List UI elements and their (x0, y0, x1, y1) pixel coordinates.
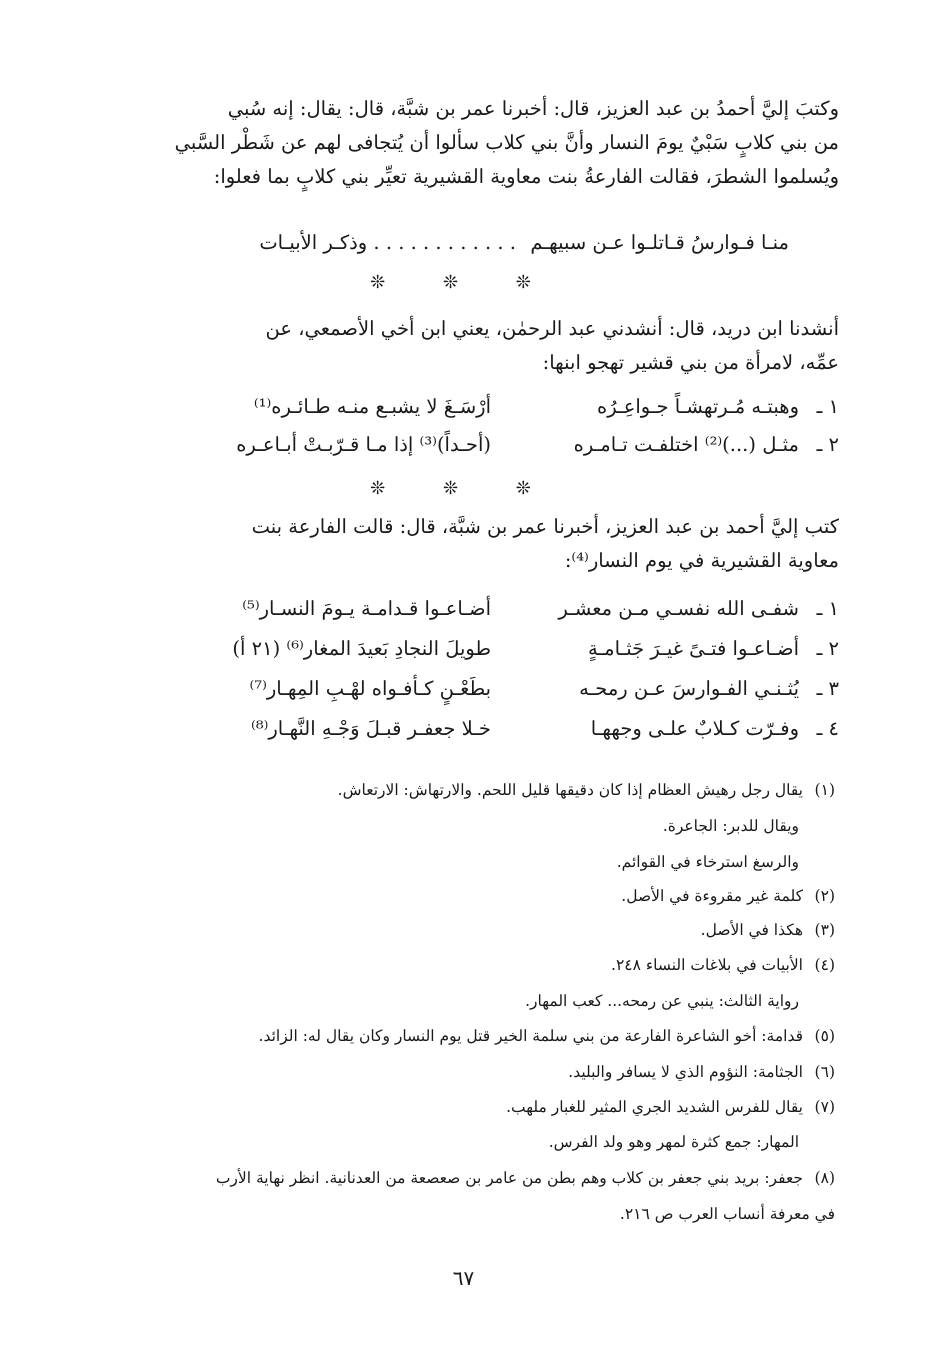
verse-line (86, 672, 839, 706)
verse-number: ٢ ـ (816, 433, 839, 456)
footnote-number: (٣) (814, 921, 835, 939)
verse-second-hemistich: أضـاعـوا قـدامـة يـومَ النسـار⁽⁵⁾ (242, 597, 491, 620)
verse-line (86, 428, 839, 462)
footnote (86, 953, 835, 977)
footnote-continuation (86, 814, 799, 838)
verse-line (86, 712, 839, 746)
text-line: معاوية القشيرية في يوم النسار⁽⁴⁾: (564, 549, 839, 572)
verse-first-hemistich: مثـل (...)⁽²⁾ اختلفـت تـامـره (573, 433, 799, 456)
text-line: كتب إليَّ أحمد بن عبد العزيز، أخبرنا عمر بن شبَّة، قال: قالت الفارعة بنت (251, 515, 839, 538)
footnote-text: جعفر: بريد بني جعفر بن كلاب وهم بطن من عامر بن صعصعة من العدنانية. انظر نهاية الأرب (215, 1169, 803, 1187)
verse-second-hemistich: خـلا جعفـر قبـلَ وَجْـهِ النَّهـار⁽⁸⁾ (250, 717, 491, 740)
text-line: أنشدنا ابن دريد، قال: أنشدني عبد الرحمٰن، يعني ابن أخي الأصمعي، عن (265, 317, 839, 340)
footnote (86, 1060, 835, 1084)
text-line: وكتبَ إليَّ أحمدُ بن عبد العزيز، قال: أخبرنا عمر بن شبَّة، قال: يقال: إنه سُبي (227, 97, 839, 120)
verse-number: ١ ـ (816, 395, 839, 418)
verse-first-hemistich: وهبتـه مُـرتهشـاً جـواعِـرُه (597, 395, 799, 418)
verse-second-hemistich: طويلَ النجادِ بَعيدَ المغار⁽⁶⁾ (٢١ أ) (232, 637, 491, 660)
footnote-text: يقال للفرس الشديد الجري المثير للغبار ملهب. (506, 1098, 803, 1116)
verse-first-hemistich: وفـرّت كـلابٌ علـى وجههـا (590, 717, 799, 740)
verse-second-hemistich: بطَعْـنٍ كـأفـواه لهْـبِ المِهـار⁽⁷⁾ (249, 677, 491, 700)
verse-number: ٤ ـ (816, 717, 839, 740)
footnote-text: الجثامة: النؤوم الذي لا يسافر والبليد. (568, 1063, 803, 1081)
paragraph-third (86, 510, 839, 578)
verse-number: ٢ ـ (816, 637, 839, 660)
verse-second-hemistich: أرْسَـغَ لا يشبـع منـه طـائـره⁽¹⁾ (253, 395, 491, 418)
verse-number: ٣ ـ (816, 677, 839, 700)
footnote-number: (٦) (814, 1063, 835, 1081)
footnote-continuation (86, 989, 799, 1013)
verse-first-hemistich: شفـى الله نفسـي مـن معشـر (558, 597, 799, 620)
footnote-text: كلمة غير مقروءة في الأصل. (621, 887, 803, 905)
footnote-text: الأبيات في بلاغات النساء ٢٤٨. (611, 956, 803, 974)
page-number: ٦٧ (452, 1266, 475, 1290)
footnote-continuation (86, 1130, 799, 1154)
footnote-text: هكذا في الأصل. (700, 921, 803, 939)
footnote (86, 884, 835, 908)
footnote-text: قدامة: أخو الشاعرة الفارعة من بني سلمة الخير قتل يوم النسار وكان يقال له: الزائد. (258, 1027, 803, 1045)
section-divider-stars: ❊ ❊ ❊ (370, 478, 557, 499)
footnote-number: (٧) (814, 1098, 835, 1116)
section-divider-stars: ❊ ❊ ❊ (370, 272, 557, 293)
footnote-number: (٨) (814, 1169, 835, 1187)
footnote (86, 918, 835, 942)
footnote (86, 1166, 835, 1190)
footnote-number: (٥) (814, 1027, 835, 1045)
footnote-text: المهار: جمع كثرة لمهر وهو ولد الفرس. (548, 1133, 799, 1151)
footnote-number: (٤) (814, 956, 835, 974)
verse-first-hemistich: يُثـنـي الفـوارسَ عـن رمحـه (579, 677, 799, 700)
footnote (86, 1095, 835, 1119)
verse-line (86, 592, 839, 626)
paragraph-second (86, 312, 839, 380)
footnote-continuation (86, 1202, 835, 1226)
verse-second-hemistich: (أحـداً)⁽³⁾ إذا مـا قـرّبـتْ أبـاعـره (236, 433, 491, 456)
text-line: عمِّه، لامرأة من بني قشير تهجو ابنها: (542, 351, 839, 374)
footnote (86, 1024, 835, 1048)
verse-line (86, 390, 839, 424)
verse-second-hemistich: . . . . . . . . . . . . وذكـر الأبيـات (259, 231, 516, 254)
verse-first-hemistich: أضـاعـوا فتـىً غيـرَ جَثـامـةٍ (588, 637, 799, 660)
footnote (86, 778, 835, 802)
verse-number: ١ ـ (816, 597, 839, 620)
footnote-number: (١) (814, 781, 835, 799)
footnote-text: في معرفة أنساب العرب ص ٢١٦. (619, 1205, 835, 1223)
paragraph-intro (86, 92, 839, 194)
footnote-text: ويقال للدبر: الجاعرة. (662, 817, 799, 835)
footnote-text: يقال رجل رهيش العظام إذا كان دقيقها قليل اللحم. والارتهاش: الارتعاش. (337, 781, 803, 799)
footnote-text: رواية الثالث: ينبي عن رمحه... كعب المهار. (525, 992, 799, 1010)
verse-line (86, 226, 839, 260)
text-line: ويُسلموا الشطرَ، فقالت الفارعةُ بنت معاوية القشيرية تعيِّر بني كلابٍ بما فعلوا: (213, 165, 839, 188)
verse-first-hemistich: منـا فـوارسُ قـاتلـوا عـن سبيهـم (530, 231, 789, 254)
footnote-continuation (86, 850, 799, 874)
text-line: من بني كلابٍ سَبْيٌ يومَ النسار وأنَّ بني كلاب سألوا أن يُتجافى لهم عن شَطْر السَّبي (174, 131, 839, 154)
footnote-number: (٢) (814, 887, 835, 905)
verse-line (86, 632, 839, 666)
footnote-text: والرسغ استرخاء في القوائم. (616, 853, 799, 871)
